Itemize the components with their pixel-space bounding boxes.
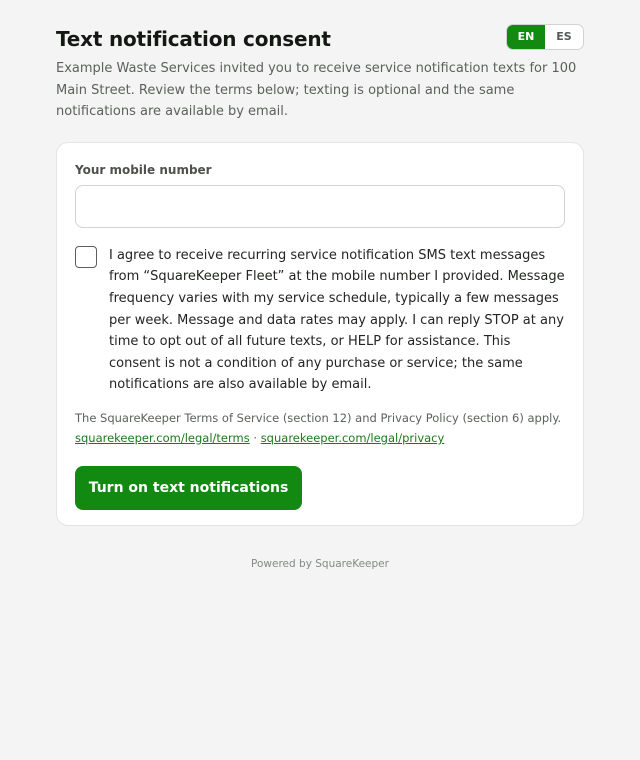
phone-label: Your mobile number bbox=[75, 162, 212, 177]
header bbox=[56, 24, 584, 58]
language-en-button[interactable]: EN bbox=[507, 25, 545, 49]
turn-on-notifications-button[interactable]: Turn on text notifications bbox=[75, 466, 302, 510]
terms-text: The SquareKeeper Terms of Service (section 12) and Privacy Policy (section 6) apply. bbox=[75, 410, 562, 425]
terms-link[interactable]: squarekeeper.com/legal/terms bbox=[75, 430, 250, 445]
terms-block bbox=[75, 408, 565, 448]
consent-row bbox=[75, 245, 565, 396]
consent-checkbox[interactable] bbox=[75, 246, 97, 268]
privacy-link[interactable]: squarekeeper.com/legal/privacy bbox=[260, 430, 445, 445]
language-toggle bbox=[506, 24, 584, 50]
phone-input[interactable] bbox=[75, 185, 565, 228]
consent-text: I agree to receive recurring service notification SMS text messages from “SquareKeeper Fleet” at the mobile number I provided. Message frequency varies with my service schedule, typically a few messages per week. Message and data rates may apply. I can reply STOP at any time to opt out of all future texts, or HELP for assistance. This consent is not a condition of any purchase or service; the same notifications are also available by email. bbox=[109, 247, 565, 393]
powered-by-footer: Powered by SquareKeeper bbox=[251, 557, 389, 570]
consent-card bbox=[56, 142, 584, 526]
intro-text: Example Waste Services invited you to receive service notification texts for 100 Main Street. Review the terms below; texting is optional and the same notifications are available by email. bbox=[56, 61, 577, 120]
link-separator: · bbox=[253, 430, 258, 445]
language-es-button[interactable]: ES bbox=[545, 25, 583, 49]
page-title: Text notification consent bbox=[56, 27, 331, 51]
